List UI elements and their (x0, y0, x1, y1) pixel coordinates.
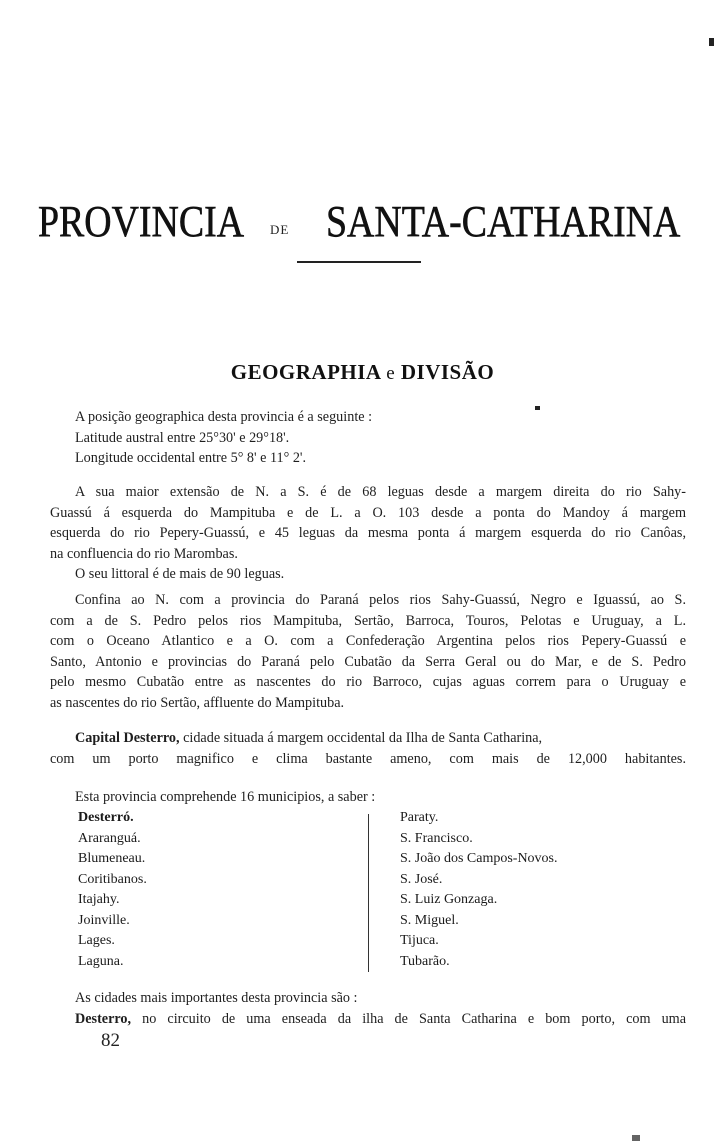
title-underline-rule (297, 261, 421, 263)
text-line: As cidades mais importantes desta provincia são : (75, 990, 358, 1006)
scan-artifact (632, 1135, 640, 1141)
municipios-right-column (400, 808, 680, 972)
municipio-item: Laguna. (78, 953, 124, 969)
text-line: A sua maior extensão de N. a S. é de 68 leguas desde a margem direita do rio Sahy- (75, 484, 686, 500)
municipio-item: Tijuca. (400, 933, 439, 948)
municipio-item: Desterró. (78, 810, 134, 825)
text-line: na confluencia do rio Marombas. (50, 545, 238, 562)
municipio-item: Joinville. (78, 912, 130, 928)
text-line: Longitude occidental entre 5° 8' e 11° 2'. (75, 450, 307, 467)
municipio-item: Araranguá. (78, 830, 141, 846)
text-line: com a de S. Pedro pelos rios Mampituba, Sertão, Barroca, Touros, Pelotas e Uruguay, a L. (50, 612, 686, 629)
municipio-item: S. João dos Campos-Novos. (400, 851, 558, 866)
municipio-item: S. Francisco. (400, 830, 473, 846)
paragraph-extension (50, 482, 686, 585)
municipio-item: S. Miguel. (400, 912, 459, 928)
paragraph-borders (50, 590, 686, 714)
title-provincia: PROVINCIA (38, 197, 245, 246)
paragraph-municipios-intro (50, 787, 686, 808)
title-connector: DE (270, 222, 290, 237)
text-line: com o Oceano Atlantico e a O. com a Confederação Argentina pelos rios Pepery-Guassú e (50, 633, 686, 650)
text-line: A posição geographica desta provincia é a seguinte : (75, 409, 373, 425)
scan-artifact (709, 38, 714, 46)
paragraph-capital (50, 728, 686, 769)
municipio-item: Paraty. (400, 810, 439, 825)
text-line (50, 728, 686, 749)
heading-geographia: GEOGRAPHIA (230, 360, 381, 384)
scan-artifact (535, 406, 540, 410)
heading-connector: e (386, 363, 396, 384)
text-line: Santo, Antonio e provincias do Paraná pelo Cubatão da Serra Geral ou do Mar, e de S. Pedro (50, 653, 686, 670)
text-line: O seu littoral é de mais de 90 leguas. (75, 566, 285, 583)
column-divider (368, 814, 369, 972)
paragraph-cities (50, 988, 686, 1029)
city-label: Desterro, (75, 1010, 132, 1027)
municipio-item: Lages. (78, 933, 115, 948)
text-line: Esta provincia comprehende 16 municipios, a saber : (75, 789, 376, 805)
municipio-item: S. Luiz Gonzaga. (400, 892, 498, 907)
municipio-item: S. José. (400, 871, 443, 887)
text-line: pelo mesmo Cubatão entre as nascentes do rio Barroco, cujas aguas correm para o Uruguay e (50, 674, 686, 691)
text-line: Guassú á esquerda do Mampituba e de L. a O. 103 desde a ponta do Mandoy á margem (50, 504, 686, 521)
text-line: esquerda do rio Pepery-Guassú, e 45 leguas da mesma ponta á margem esquerda do rio Canôas, (50, 525, 686, 542)
capital-label: Capital Desterro, (75, 730, 180, 746)
municipio-item: Blumeneau. (78, 851, 146, 866)
heading-divisao: DIVISÃO (400, 360, 495, 384)
municipio-item: Coritibanos. (78, 871, 147, 887)
text-line: Confina ao N. com a provincia do Paraná pelos rios Sahy-Guassú, Negro e Iguassú, ao S. (75, 592, 686, 608)
text-line: com um porto magnifico e clima bastante ameno, com mais de 12,000 habitantes. (50, 750, 686, 767)
paragraph-position (50, 407, 686, 469)
capital-description: cidade situada á margem occidental da Ilha de Santa Catharina, (179, 730, 543, 746)
title-santa-catharina: SANTA-CATHARINA (326, 197, 681, 246)
section-heading (0, 360, 725, 385)
municipios-left-column (78, 808, 358, 972)
city-description: no circuito de uma enseada da ilha de Santa Catharina e bom porto, com uma (131, 1010, 686, 1027)
page-number: 82 (101, 1030, 120, 1051)
municipio-item: Itajahy. (78, 892, 120, 907)
page-title (38, 196, 688, 256)
text-line (50, 1009, 686, 1030)
municipio-item: Tubarão. (400, 953, 450, 969)
text-line: Latitude austral entre 25°30' e 29°18'. (75, 429, 290, 446)
text-line: as nascentes do rio Sertão, affluente do Mampituba. (50, 694, 345, 711)
